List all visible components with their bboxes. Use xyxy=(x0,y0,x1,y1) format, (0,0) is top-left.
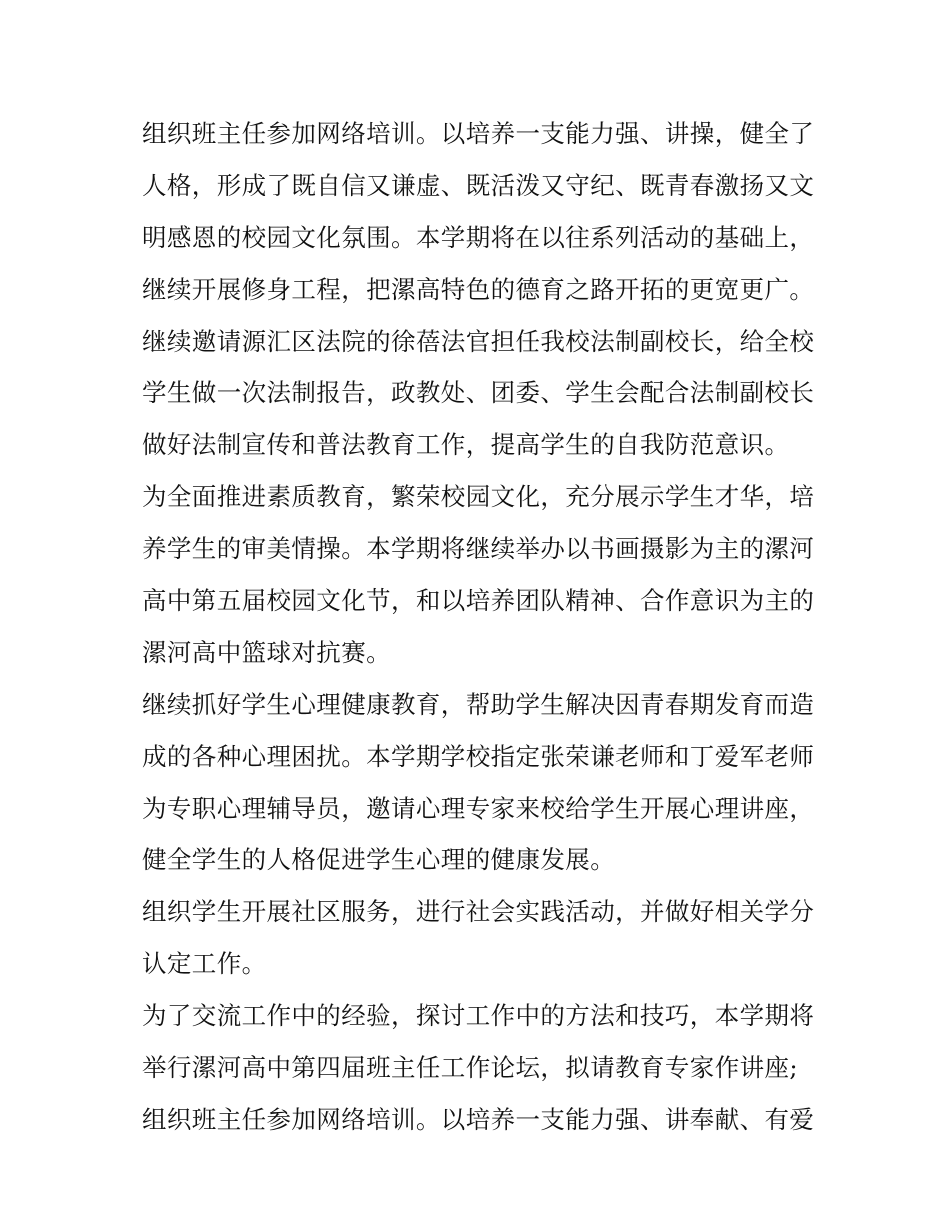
text-line: 健全学生的人格促进学生心理的健康发展。 xyxy=(142,845,616,875)
text-line: 做好法制宣传和普法教育工作，提高学生的自我防范意识。 xyxy=(142,430,790,460)
paragraph-3 xyxy=(142,471,822,679)
text-line: 组织班主任参加网络培训。以培养一支能力强、讲操，健全了 xyxy=(142,119,815,148)
paragraph-4 xyxy=(142,679,822,887)
text-line: 学生做一次法制报告，政教处、团委、学生会配合法制副校长 xyxy=(142,378,815,408)
text-line: 养学生的审美情操。本学期将继续举办以书画摄影为主的漯河 xyxy=(142,534,815,564)
text-line: 漯河高中篮球对抗赛。 xyxy=(142,637,391,667)
text-line: 组织班主任参加网络培训。以培养一支能力强、讲奉献、有爱 xyxy=(142,1104,815,1134)
text-line: 认定工作。 xyxy=(142,949,267,979)
text-line: 明感恩的校园文化氛围。本学期将在以往系列活动的基础上， xyxy=(142,222,815,252)
text-line: 举行漯河高中第四届班主任工作论坛，拟请教育专家作讲座; xyxy=(142,1053,799,1083)
text-line: 继续抓好学生心理健康教育，帮助学生解决因青春期发育而造 xyxy=(142,689,815,719)
text-line: 继续邀请源汇区法院的徐蓓法官担任我校法制副校长，给全校 xyxy=(142,326,815,356)
text-line: 人格，形成了既自信又谦虚、既活泼又守纪、既青春激扬又文 xyxy=(142,170,815,200)
paragraph-5 xyxy=(142,886,822,990)
paragraph-6 xyxy=(142,990,822,1146)
text-line: 为专职心理辅导员，邀请心理专家来校给学生开展心理讲座， xyxy=(142,793,815,823)
text-line: 成的各种心理困扰。本学期学校指定张荣谦老师和丁爱军老师 xyxy=(142,741,815,771)
text-line: 为了交流工作中的经验，探讨工作中的方法和技巧，本学期将 xyxy=(142,1001,815,1031)
document-body xyxy=(142,108,822,1146)
paragraph-2 xyxy=(142,316,822,472)
text-line: 组织学生开展社区服务，进行社会实践活动，并做好相关学分 xyxy=(142,897,815,927)
text-line: 为全面推进素质教育，繁荣校园文化，充分展示学生才华，培 xyxy=(142,482,815,512)
text-line: 高中第五届校园文化节，和以培养团队精神、合作意识为主的 xyxy=(142,586,815,616)
paragraph-1 xyxy=(142,108,822,316)
text-line: 继续开展修身工程，把漯高特色的德育之路开拓的更宽更广。 xyxy=(142,274,815,304)
